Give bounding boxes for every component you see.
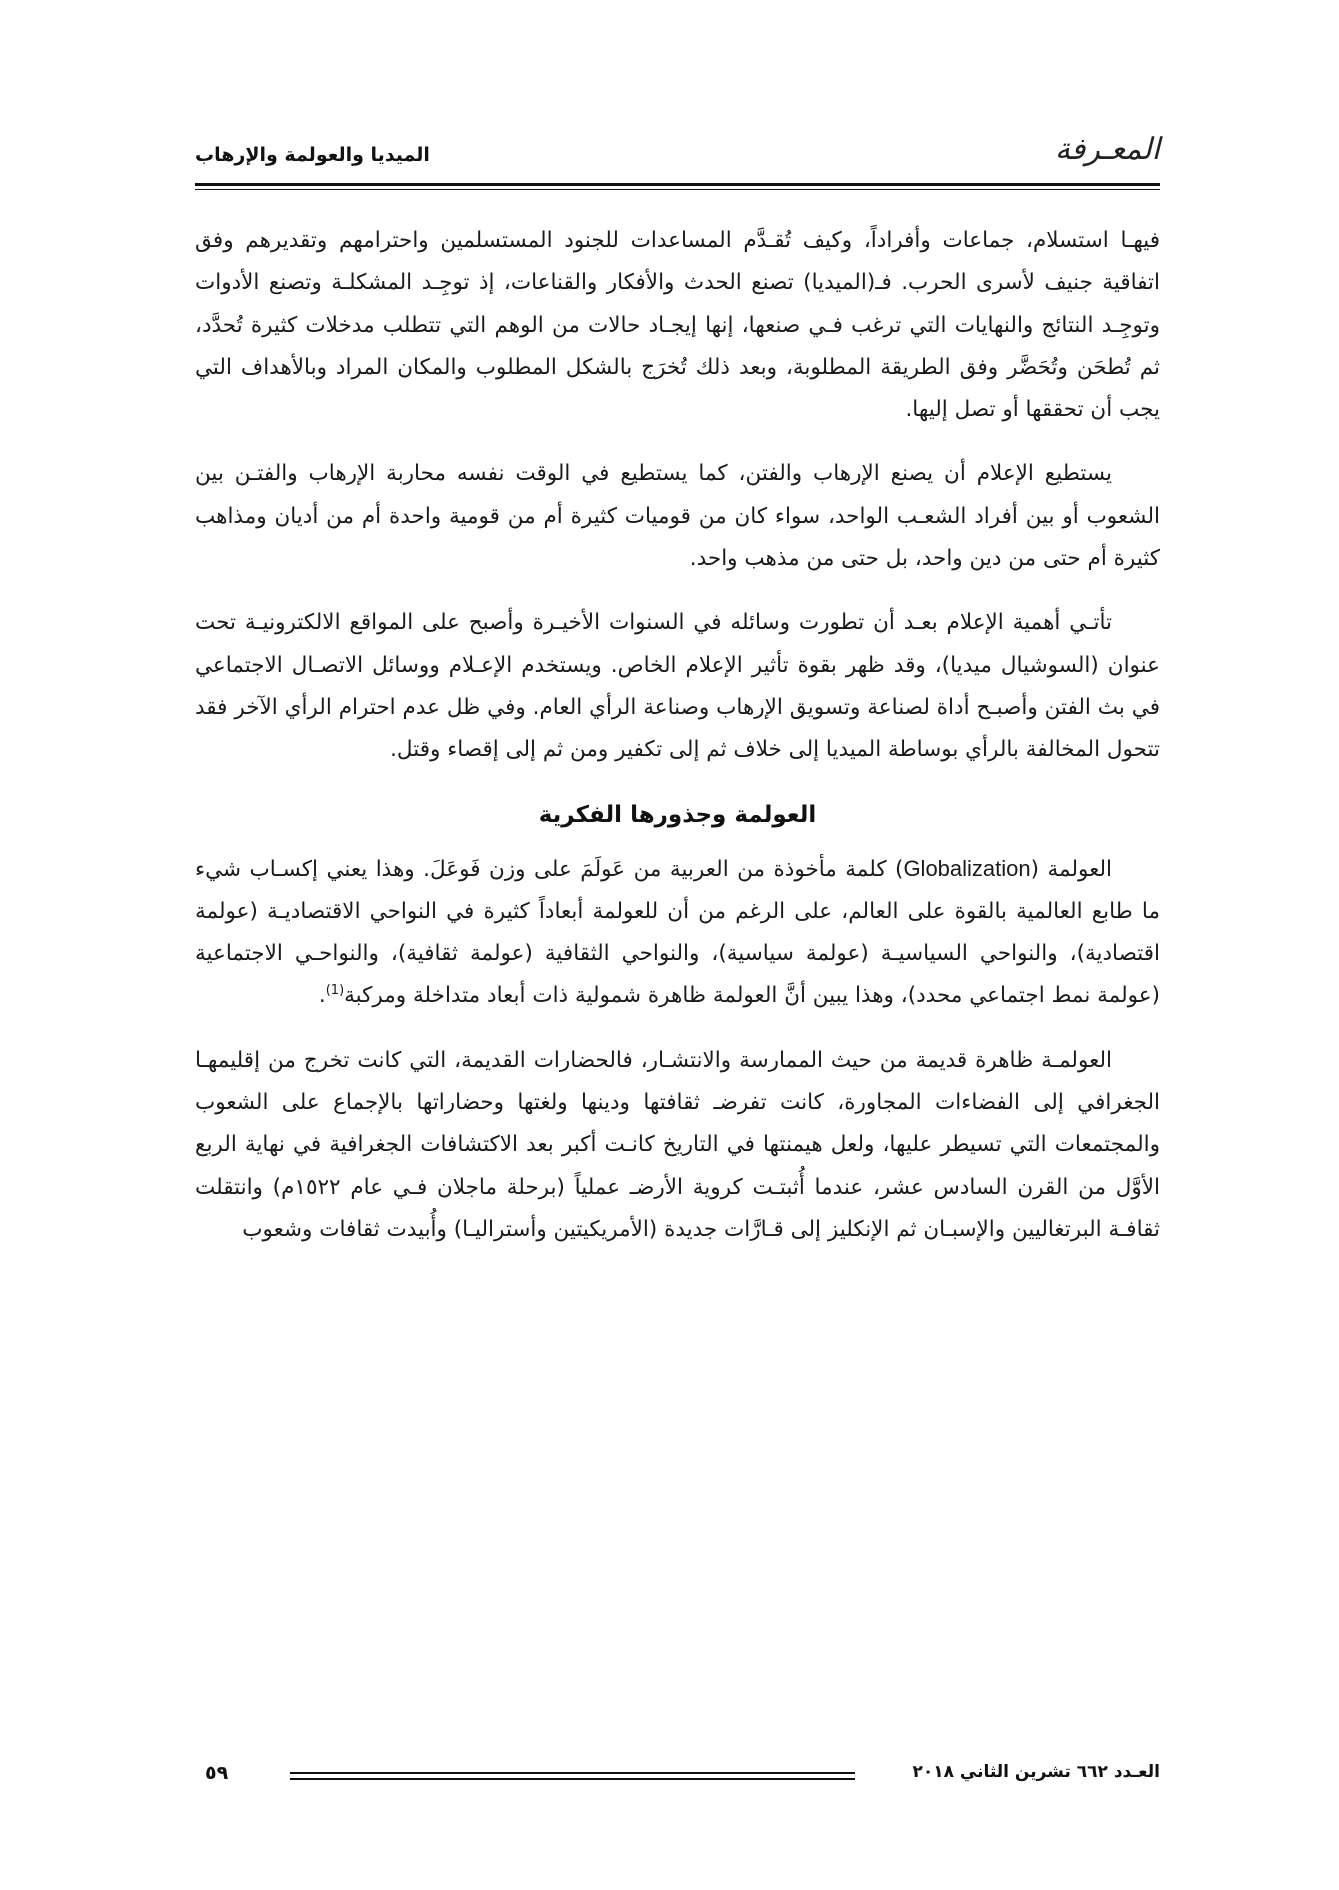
paragraph: تأتـي أهمية الإعلام بعـد أن تطورت وسائله في السنوات الأخيـرة وأصبح على المواقع الالكترونيـة تحت عنوان (السوشيال ميديا)، وقد ظهر بقوة تأثير الإعلام الخاص. ويستخدم الإعـلام ووسائل الاتصـال الاجتماعي في بث الفتن وأصبـح أداة لصناعة وتسويق الإرهاب وصناعة الرأي العام. وفي ظل عدم احترام الرأي الآخر فقد تتحول المخالفة بالرأي بوساطة الميديا إلى خلاف ثم إلى تكفير ومن ثم إلى إقصاء وقتل. xyxy=(195,610,1160,763)
page-number: ٥٩ xyxy=(205,1762,229,1784)
text-run: . xyxy=(318,983,326,1009)
text-run: العولمة ( xyxy=(1030,856,1112,882)
running-title: الميديا والعولمة والإرهاب xyxy=(195,144,430,166)
paragraph: يستطيع الإعلام أن يصنع الإرهاب والفتن، كما يستطيع في الوقت نفسه محاربة الإرهاب والفتـن بين الشعوب أو بين أفراد الشعـب الواحد، سواء كان من قوميات كثيرة أم من قومية واحدة أم من أديان ومذاهب كثيرة أم حتى من دين واحد، بل حتى من مذهب واحد. xyxy=(195,461,1160,572)
journal-logo: المعـرفة xyxy=(1054,132,1160,167)
paragraph: العولمـة ظاهرة قديمة من حيث الممارسة والانتشـار، فالحضارات القديمة، التي كانت تخرج من إقليمهـا الجغرافي إلى الفضاءات المجاورة، كانت تفرضـ ثقافتها ودينها ولغتها وحضاراتها بالإجماع على الشعوب والمجتمعات التي تسيطر عليها، ولعل هيمنتها في التاريخ كانـت أكبر بعد الاكتشافات الجغرافية في نهاية الربع الأوَّل من القرن السادس عشر، عندما أُثبتـت كروية الأرضـ عملياً (برحلة ماجلان فـي عام ١٥٢٢م) وانتقلت ثقافـة البرتغاليين والإسبـان ثم الإنكليز إلى قـارَّات جديدة (الأمريكيتين وأستراليـا) وأُبيدت ثقافات وشعوب xyxy=(195,1047,1161,1242)
latin-term: Globalization xyxy=(903,855,1031,881)
article-body xyxy=(195,220,1160,1251)
header-divider xyxy=(195,183,1160,186)
page-header xyxy=(195,128,1160,180)
text-run: ) كلمة مأخوذة من العربية من عَولَمَ على وزن فَوعَلَ. وهذا يعني إكسـاب شيء ما طابع العالمية بالقوة على العالم، على الرغم من أن للعولمة أبعاداً كثيرة في النواحي الاقتصاديـة (عولمة اقتصادية)، والنواحي السياسيـة (عولمة سياسية)، والنواحي الثقافية (عولمة ثقافية)، والنواحـي الاجتماعية (عولمة نمط اجتماعي محدد)، وهذا يبين أنَّ العولمة ظاهرة شمولية ذات أبعاد متداخلة ومركبة xyxy=(195,856,1160,1009)
footer-divider xyxy=(290,1772,855,1780)
header-divider-thin xyxy=(195,189,1160,190)
page-footer xyxy=(195,1762,1160,1792)
section-heading: العولمة وجذورها الفكرية xyxy=(538,801,817,828)
footnote-marker: (1) xyxy=(325,983,345,999)
paragraph-continued: فيهـا استسلام، جماعات وأفراداً، وكيف تُقـدَّم المساعدات للجنود المستسلمين واحترامهم وتقديرهم وفق اتفاقية جنيف لأسرى الحرب. فـ(الميديا) تصنع الحدث والأفكار والقناعات، إذ توجِـد المشكلـة وتصنع الأدوات وتوجِـد النتائج والنهايات التي ترغب فـي صنعها، إنها إيجـاد حالات من الوهم التي تتطلب مدخلات كثيرة تُحدَّد، ثم تُطحَن وتُحَضَّر وفق الطريقة المطلوبة، وبعد ذلك تُخرَج بالشكل المطلوب والمكان المراد وبالأهداف التي يجب أن تحققها أو تصل إليها. xyxy=(195,228,1160,423)
paragraph-globalization-definition xyxy=(195,848,1160,1018)
issue-info: العـدد ٦٦٢ تشرين الثاني ٢٠١٨ xyxy=(912,1762,1160,1782)
